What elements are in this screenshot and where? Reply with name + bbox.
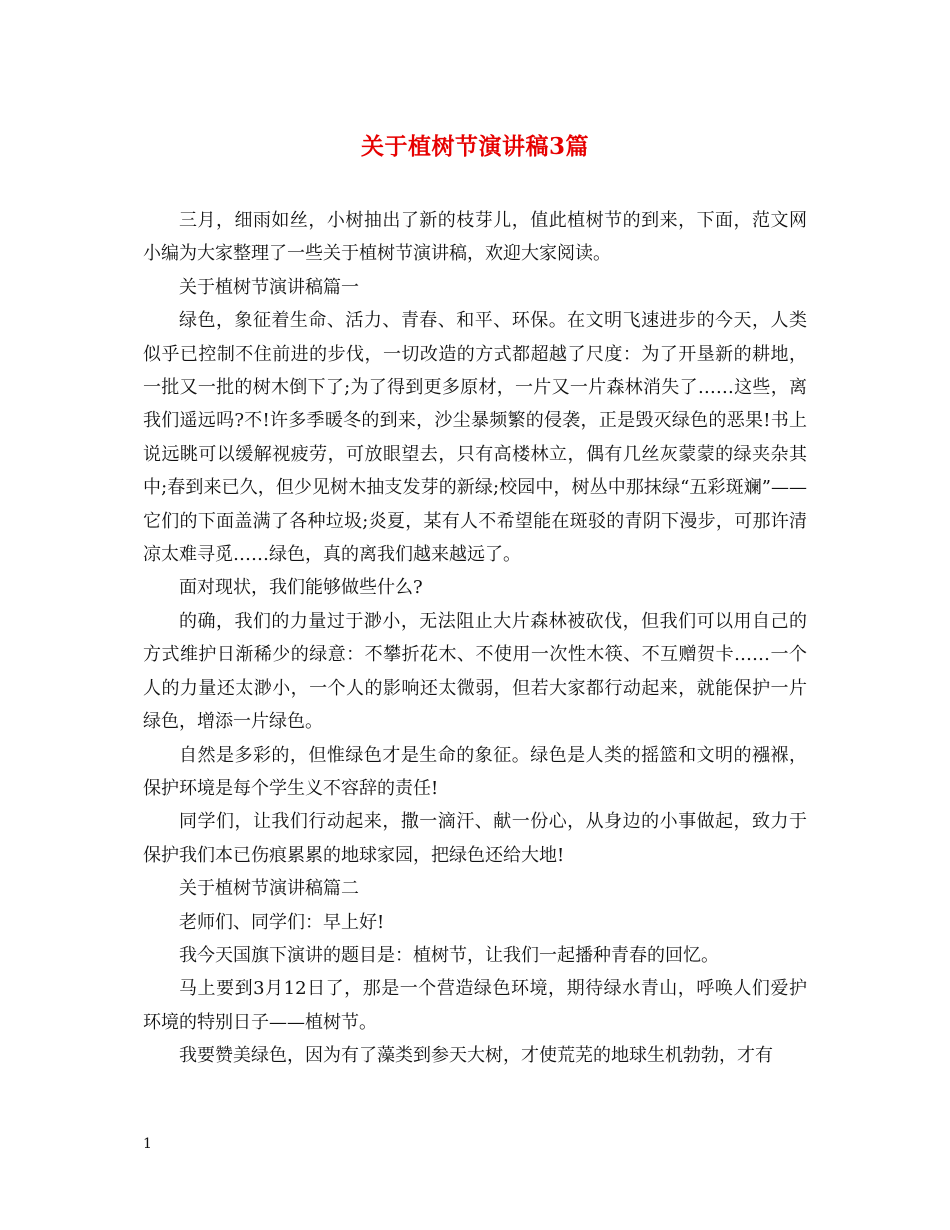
body-paragraph: 面对现状，我们能够做些什么?: [179, 577, 423, 599]
body-paragraph: 我今天国旗下演讲的题目是：植树节，让我们一起播种青春的回忆。: [179, 944, 719, 966]
body-paragraph: 绿色，象征着生命、活力、青春、和平、环保。在文明飞速进步的今天，人类似乎已控制不住前进的步伐，一切改造的方式都超越了尺度：为了开垦新的耕地，一批又一批的树木倒下了;为了得到更多原材，一片又一片森林消失了……这些，离我们遥远吗?不!许多季暖冬的到来，沙尘暴频繁的侵袭，正是毁灭绿色的恶果!书上说远眺可以缓解视疲劳，可放眼望去，只有高楼林立，偶有几丝灰蒙蒙的绿夹杂其中;春到来已久，但少见树木抽支发芽的新绿;校园中，树丛中那抹绿“五彩斑斓”——它们的下面盖满了各种垃圾;炎夏，某有人不希望能在斑驳的青阴下漫步，可那许清凉太难寻觅……绿色，真的离我们越来越远了。: [143, 310, 807, 566]
body-paragraph: 我要赞美绿色，因为有了藻类到参天大树，才使荒芜的地球生机勃勃，才有: [179, 1045, 773, 1067]
body-paragraph: 马上要到3月12日了，那是一个营造绿色环境，期待绿水青山，呼唤人们爱护环境的特别日子——植树节。: [143, 978, 807, 1033]
section-heading-2: 关于植树节演讲稿篇二: [179, 878, 359, 900]
intro-paragraph: 三月，细雨如丝，小树抽出了新的枝芽儿，值此植树节的到来，下面，范文网小编为大家整理了一些关于植树节演讲稿，欢迎大家阅读。: [143, 210, 807, 265]
document-title: 关于植树节演讲稿3篇: [360, 133, 589, 160]
page-number: 1: [143, 1136, 152, 1152]
document-body: [143, 204, 807, 1073]
body-paragraph: 同学们，让我们行动起来，撒一滴汗、献一份心，从身边的小事做起，致力于保护我们本已伤痕累累的地球家园，把绿色还给大地!: [143, 811, 807, 866]
body-paragraph: 自然是多彩的，但惟绿色才是生命的象征。绿色是人类的摇篮和文明的襁褓，保护环境是每个学生义不容辞的责任!: [143, 744, 807, 799]
body-paragraph: 的确，我们的力量过于渺小，无法阻止大片森林被砍伐，但我们可以用自己的方式维护日渐稀少的绿意：不攀折花木、不使用一次性木筷、不互赠贺卡……一个人的力量还太渺小，一个人的影响还太微弱，但若大家都行动起来，就能保护一片绿色，增添一片绿色。: [143, 610, 807, 733]
section-heading-1: 关于植树节演讲稿篇一: [179, 276, 359, 298]
greeting-paragraph: 老师们、同学们：早上好!: [179, 911, 385, 933]
